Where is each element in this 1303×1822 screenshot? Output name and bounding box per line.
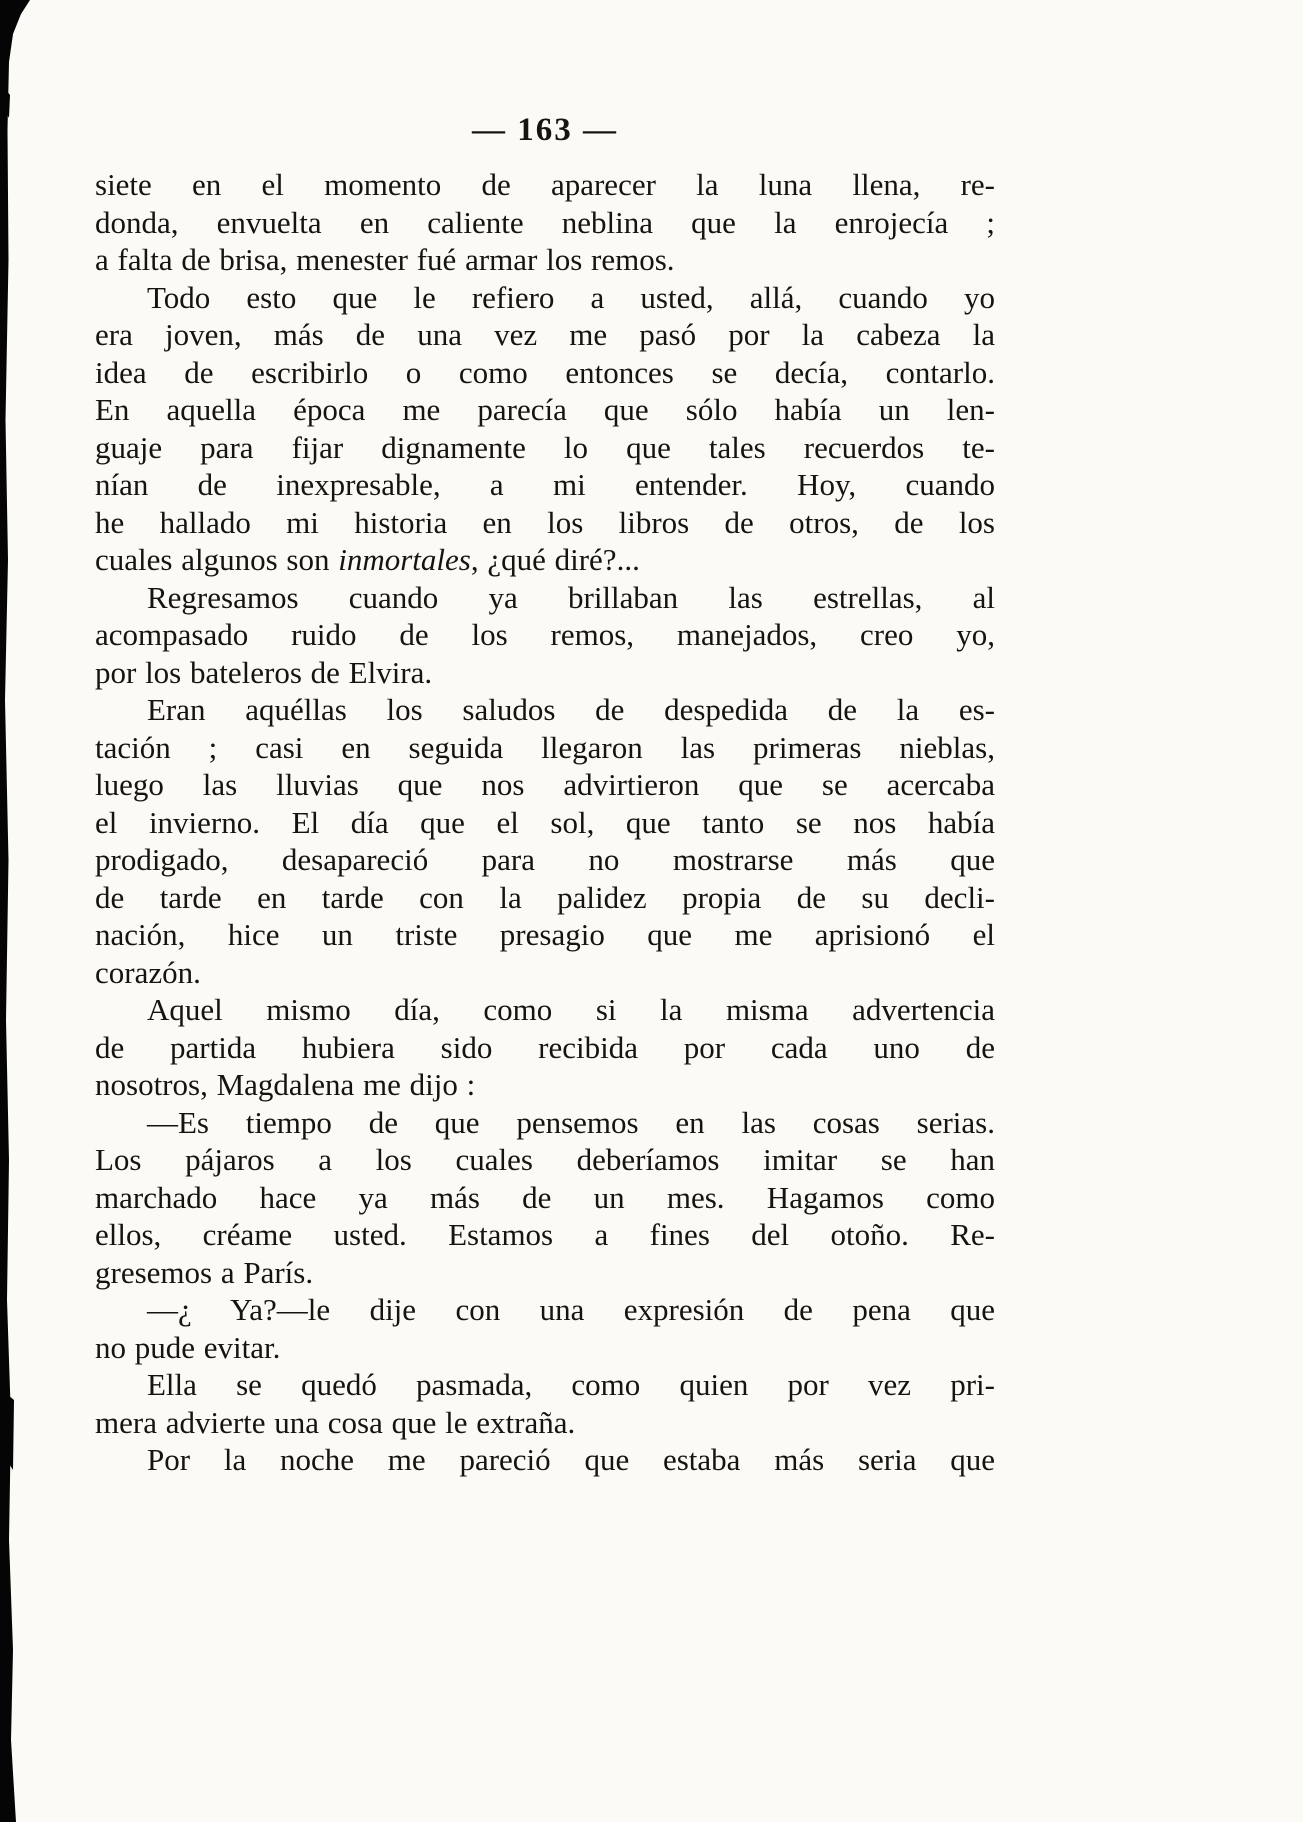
text-segment: idea de escribirlo o como entonces se decía, contarlo. <box>95 354 995 390</box>
text-segment: he hallado mi historia en los libros de otros, de los <box>95 504 995 540</box>
text-segment: —¿ Ya?—le dije con una expresión de pena que <box>147 1292 995 1327</box>
text-segment: nosotros, Magdalena me dijo : <box>95 1067 476 1102</box>
text-line <box>95 1404 995 1442</box>
text-segment: guaje para fijar dignamente lo que tales recuerdos te- <box>95 429 995 465</box>
text-segment: siete en el momento de aparecer la luna llena, re- <box>95 167 995 202</box>
text-line <box>95 354 995 392</box>
text-segment: Los pájaros a los cuales deberíamos imitar se han <box>95 1142 995 1177</box>
text-line <box>95 1141 995 1179</box>
text-line <box>95 1291 995 1329</box>
text-line <box>95 391 995 429</box>
text-segment: el invierno. El día que el sol, que tanto se nos había <box>95 804 995 840</box>
text-segment: de partida hubiera sido recibida por cada uno de <box>95 1029 995 1065</box>
text-line <box>95 766 995 804</box>
text-line <box>95 466 995 504</box>
text-line <box>95 841 995 879</box>
text-line <box>95 1216 995 1254</box>
text-segment: nación, hice un triste presagio que me aprisionó el <box>95 917 995 952</box>
text-segment: luego las lluvias que nos advirtieron que se acercaba <box>95 767 995 802</box>
italic-text-segment: inmortales <box>338 542 471 577</box>
text-line <box>95 429 995 467</box>
text-line <box>95 1329 995 1367</box>
text-line <box>95 1066 995 1104</box>
text-line <box>95 1029 995 1067</box>
text-line <box>95 279 995 317</box>
text-segment: En aquella época me parecía que sólo había un len- <box>95 392 995 427</box>
text-segment: por los bateleros de Elvira. <box>95 654 433 690</box>
text-line <box>95 691 995 729</box>
text-line <box>95 954 995 992</box>
text-segment: marchado hace ya más de un mes. Hagamos como <box>95 1179 995 1215</box>
binding-shadow-artifact <box>0 0 40 1822</box>
text-segment: Regresamos cuando ya brillaban las estrellas, al <box>147 579 995 615</box>
text-line <box>95 541 995 579</box>
text-line <box>95 729 995 767</box>
page-number: — 163 — <box>472 112 618 148</box>
text-line <box>95 316 995 354</box>
text-segment: mera advierte una cosa que le extraña. <box>95 1404 576 1440</box>
text-segment: tación ; casi en seguida llegaron las primeras nieblas, <box>95 729 995 765</box>
text-line <box>95 1254 995 1292</box>
text-segment: de tarde en tarde con la palidez propia de su decli- <box>95 879 995 915</box>
text-segment: Ella se quedó pasmada, como quien por vez pri- <box>147 1367 995 1402</box>
text-line <box>95 204 995 242</box>
text-line <box>95 616 995 654</box>
text-line <box>95 1441 995 1479</box>
text-line <box>95 654 995 692</box>
text-segment: —Es tiempo de que pensemos en las cosas serias. <box>147 1104 995 1140</box>
text-segment: ellos, créame usted. Estamos a fines del otoño. Re- <box>95 1217 995 1252</box>
text-segment: cuales algunos son <box>95 542 339 577</box>
text-segment: gresemos a París. <box>95 1254 314 1290</box>
text-line <box>95 916 995 954</box>
text-segment: a falta de brisa, menester fué armar los remos. <box>95 242 675 277</box>
text-segment: donda, envuelta en caliente neblina que la enrojecía ; <box>95 204 995 240</box>
text-segment: Todo esto que le refiero a usted, allá, cuando yo <box>147 279 995 315</box>
text-segment: no pude evitar. <box>95 1329 281 1365</box>
text-line <box>95 241 995 279</box>
text-segment: prodigado, desapareció para no mostrarse más que <box>95 842 995 877</box>
text-segment: nían de inexpresable, a mi entender. Hoy, cuando <box>95 467 995 502</box>
page-text <box>95 166 995 1479</box>
text-line <box>95 579 995 617</box>
text-line <box>95 1179 995 1217</box>
text-segment: Por la noche me pareció que estaba más seria que <box>147 1442 995 1477</box>
text-line <box>95 879 995 917</box>
text-line <box>95 991 995 1029</box>
text-segment: , ¿qué diré?... <box>470 542 640 577</box>
text-segment: Eran aquéllas los saludos de despedida de la es- <box>147 692 995 727</box>
text-line <box>95 166 995 204</box>
text-segment: corazón. <box>95 954 201 990</box>
text-line <box>95 1366 995 1404</box>
text-segment: acompasado ruido de los remos, manejados, creo yo, <box>95 617 995 652</box>
text-segment: Aquel mismo día, como si la misma advertencia <box>147 992 995 1027</box>
text-line <box>95 1104 995 1142</box>
text-line <box>95 504 995 542</box>
text-segment: era joven, más de una vez me pasó por la cabeza la <box>95 317 995 352</box>
text-line <box>95 804 995 842</box>
